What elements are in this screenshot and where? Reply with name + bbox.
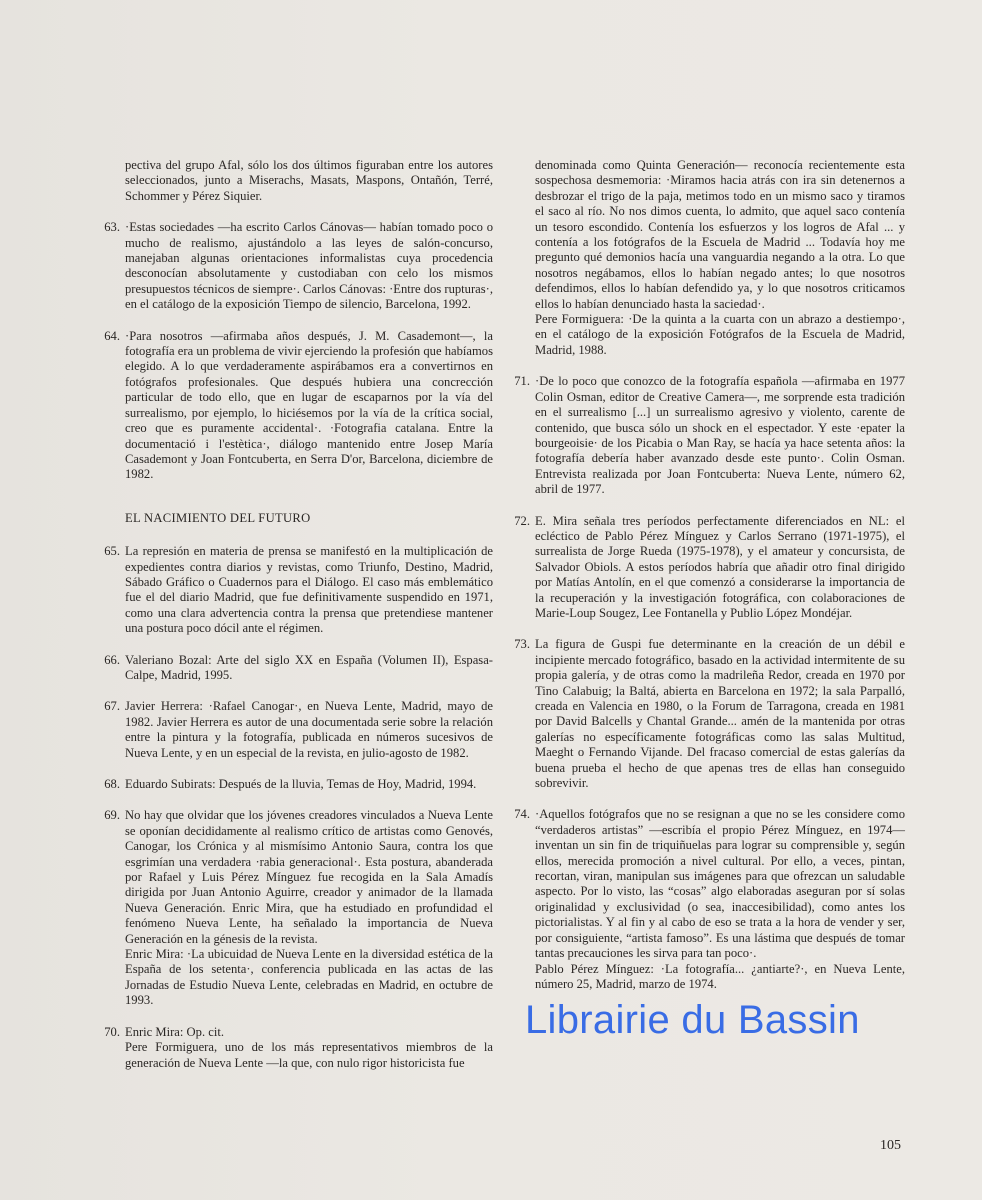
continuation-text: pectiva del grupo Afal, sólo los dos últimos figuraban entre los autores seleccionados, junto a Miserachs, Masats, Maspons, Ontañón, Terré, Schommer y Pérez Siquier. [125, 158, 493, 203]
footnote-number: 66. [104, 652, 120, 667]
section-heading: EL NACIMIENTO DEL FUTURO [125, 510, 311, 525]
footnote-citation: Pablo Pérez Mínguez: ·La fotografía... ¿antiarte?·, en Nueva Lente, número 25, Madrid, marzo de 1974. [535, 961, 905, 991]
footnote-67 [100, 699, 493, 761]
footnote-65 [100, 544, 493, 636]
footnote-text-continued: Pere Formiguera, uno de los más representativos miembros de la generación de Nueva Lente —la que, con nulo rigor historicista fue [125, 1040, 493, 1070]
footnote-number: 74. [514, 807, 530, 822]
left-column [100, 158, 493, 1087]
continuation-citation: Pere Formiguera: ·De la quinta a la cuarta con un abrazo a destiempo·, en el catálogo de la exposición Fotógrafos de la Escuela de Madrid, Madrid, 1988. [535, 312, 905, 357]
watermark: Librairie du Bassin [525, 998, 860, 1042]
footnote-number: 72. [514, 513, 530, 528]
footnote-66 [100, 653, 493, 684]
footnote-text: Javier Herrera: ·Rafael Canogar·, en Nueva Lente, Madrid, mayo de 1982. Javier Herrera es autor de una documentada serie sobre la relación entre la pintura y la fotografía, publicada en números sucesivos de Nueva Lente, y en un especial de la revista, en julio-agosto de 1982. [125, 699, 493, 760]
page-number: 105 [880, 1138, 901, 1153]
footnote-70 [100, 1025, 493, 1071]
footnote-number: 71. [514, 374, 530, 389]
footnote-text: ·Aquellos fotógrafos que no se resignan a que no se les considere como “verdaderos artistas” —escribía el propio Pérez Mínguez, en 1974— inventan un sin fin de triquiñuelas para lograr su comprensible y, según ellos, merecida promoción a nivel cultural. Por ello, a veces, pintan, recortan, viran, manipulan sus imágenes para que ofrezcan un saludable aspecto. Por lo visto, las “cosas” algo elaboradas aseguran por sí solas originalidad y exclusividad (o sea, inaccesibilidad), como antes los pictorialistas. Y al fin y al cabo de eso se trata a la hora de vender y ser, por consiguiente, “artista famoso”. Es una lástima que después de tomar tantas precauciones les sirva para tan poco·. [535, 807, 905, 961]
footnote-number: 67. [104, 699, 120, 714]
footnote-number: 73. [514, 637, 530, 652]
footnote-text: No hay que olvidar que los jóvenes creadores vinculados a Nueva Lente se oponían decididamente al realismo crítico de artistas como Genovés, Canogar, los Crónica y al mismísimo Antonio Saura, contra los que esgrimían una verdadera ·rabia generacional·. Esta postura, abanderada por Rafael y Luis Pérez Mínguez fue recogida en la Sala Amadís dirigida por Juan Antonio Aguirre, creador y animador de la llamada Nueva Generación. Enric Mira, que ha estudiado en profundidad el fenómeno Nueva Lente, ha señalado la importancia de Nueva Generación en la génesis de la revista. [125, 808, 493, 946]
footnote-73 [510, 637, 905, 791]
note-continuation [510, 158, 905, 358]
footnote-text: ·Estas sociedades —ha escrito Carlos Cánovas— habían tomado poco o mucho de realismo, ajustándolo a las leyes de salón-concurso, manejaban algunas orientaciones informalistas cuya procedencia desconocían absolutamente y custodiaban con celo los mismos presupuestos técnicos de siempre·. Carlos Cánovas: ·Entre dos rupturas·, en el catálogo de la exposición Tiempo de silencio, Barcelona, 1992. [125, 220, 493, 312]
footnote-71 [510, 374, 905, 497]
footnote-text: ·De lo poco que conozco de la fotografía española —afirmaba en 1977 Colin Osman, editor de Creative Camera—, me sorprende esta tradición en el surrealismo [...] un surrealismo agresivo y violento, carente de contenido, que busca sólo un shock en el espectador. Y este ·epater la bourgeoisie· de los Picabia o Man Ray, se hacía ya hace setenta años: la fotografía debería haber avanzado desde este punto·. Colin Osman. Entrevista realizada por Joan Fontcuberta: Nueva Lente, número 62, abril de 1977. [535, 374, 905, 497]
footnote-number: 65. [104, 544, 120, 559]
footnote-text: Enric Mira: Op. cit. [125, 1024, 224, 1039]
footnote-74 [510, 807, 905, 992]
footnote-text: E. Mira señala tres períodos perfectamente diferenciados en NL: el ecléctico de Pablo Pérez Mínguez y Carlos Serrano (1971-1975), el surrealista de Jorge Rueda (1975-1978), y el amateur y concursista, de Salvador Obiols. A estos períodos habría que añadir otro final dirigido por Matías Antolín, en el que comenzó a considerarse la importancia de la recuperación y la investigación fotográfica, con colaboraciones de Marie-Loup Sougez, Lee Fontanella y Publio López Mondéjar. [535, 513, 905, 620]
footnote-number: 69. [104, 808, 120, 823]
footnote-64 [100, 329, 493, 483]
footnote-text: La represión en materia de prensa se manifestó en la multiplicación de expedientes contra diarios y revistas, como Triunfo, Destino, Madrid, Sábado Gráfico o Cuadernos para el Diálogo. El caso más emblemático fue el del diario Madrid, que fue definitivamente suspendido en 1971, como una clara advertencia contra la prensa que pretendiese mantener una postura poco dócil ante el régimen. [125, 544, 493, 636]
right-column [510, 158, 905, 1008]
note-continuation [100, 158, 493, 204]
footnote-63 [100, 220, 493, 312]
footnote-number: 64. [104, 328, 120, 343]
footnote-text: Eduardo Subirats: Después de la lluvia, Temas de Hoy, Madrid, 1994. [125, 777, 477, 791]
footnote-68 [100, 777, 493, 792]
footnote-69 [100, 808, 493, 1008]
footnote-text: ·Para nosotros —afirmaba años después, J. M. Casademont—, la fotografía era un problema de vivir ejerciendo la profesión que habíamos elegido. A lo que verdaderamente aspirábamos era a convertirnos en fotógrafos profesionales. Que después hubiera una concrección particular de todo ello, que en lugar de escaparnos por la vía del surrealismo, por ejemplo, lo hiciésemos por la vía de la crítica social, creo que es puramente accidental·. ·Fotografia catalana. Entre la documentació i l'estètica·, diálogo mantenido entre Josep María Casademont y Joan Fontcuberta, en Serra D'or, Barcelona, diciembre de 1982. [125, 328, 493, 482]
footnote-number: 70. [104, 1024, 120, 1039]
footnote-citation: Enric Mira: ·La ubicuidad de Nueva Lente en la diversidad estética de la España de los setenta·, conferencia publicada en las actas de las Jornadas de Estudio Nueva Lente, celebradas en Madrid, en octubre de 1993. [125, 947, 493, 1008]
footnote-number: 68. [104, 777, 120, 791]
footnote-text: Valeriano Bozal: Arte del siglo XX en España (Volumen II), Espasa-Calpe, Madrid, 1995. [125, 652, 493, 682]
footnote-72 [510, 514, 905, 622]
footnote-number: 63. [104, 220, 120, 235]
footnote-text: La figura de Guspi fue determinante en la creación de un débil e incipiente mercado fotográfico, basado en la actividad intermitente de su propia galería, y de otras como la madrileña Redor, creada en 1970 por Tino Calabuig; la Baltá, abierta en Barcelona en 1972; la sala Parpalló, creada en Valencia en 1980, o la Forum de Tarragona, creada en 1981 por David Balcells y Chantal Grande... amén de la mantenida por otras galerías no específicamente fotográficas como las salas Multitud, Maeght o Fernando Vijande. Del fracaso comercial de estas galerías da buena prueba el hecho de que apenas tres de ellas han conseguido sobrevivir. [535, 637, 905, 791]
continuation-text: denominada como Quinta Generación— reconocía recientemente esta sospechosa desmemoria: ·Miramos hacia atrás con ira sin detenernos a desbrozar el trigo de la paja, metimos todo en un mismo saco y tiramos el saco al río. No nos dimos cuenta, lo admito, que aquel saco contenía un tesoro escondido. Contenía los esfuerzos y los logros de Afal ... y contenía a los fotógrafos de la Escuela de Madrid ... Todavía hoy me pregunto qué demonios hacía una vanguardia negando a la otra. Lo que nosotros negábamos, ellos lo habían negado antes; lo que nosotros defendimos, ellos lo habían defendido ya, y lo que nosotros criticamos ellos lo habían denunciado hasta la saciedad·. [535, 158, 905, 311]
